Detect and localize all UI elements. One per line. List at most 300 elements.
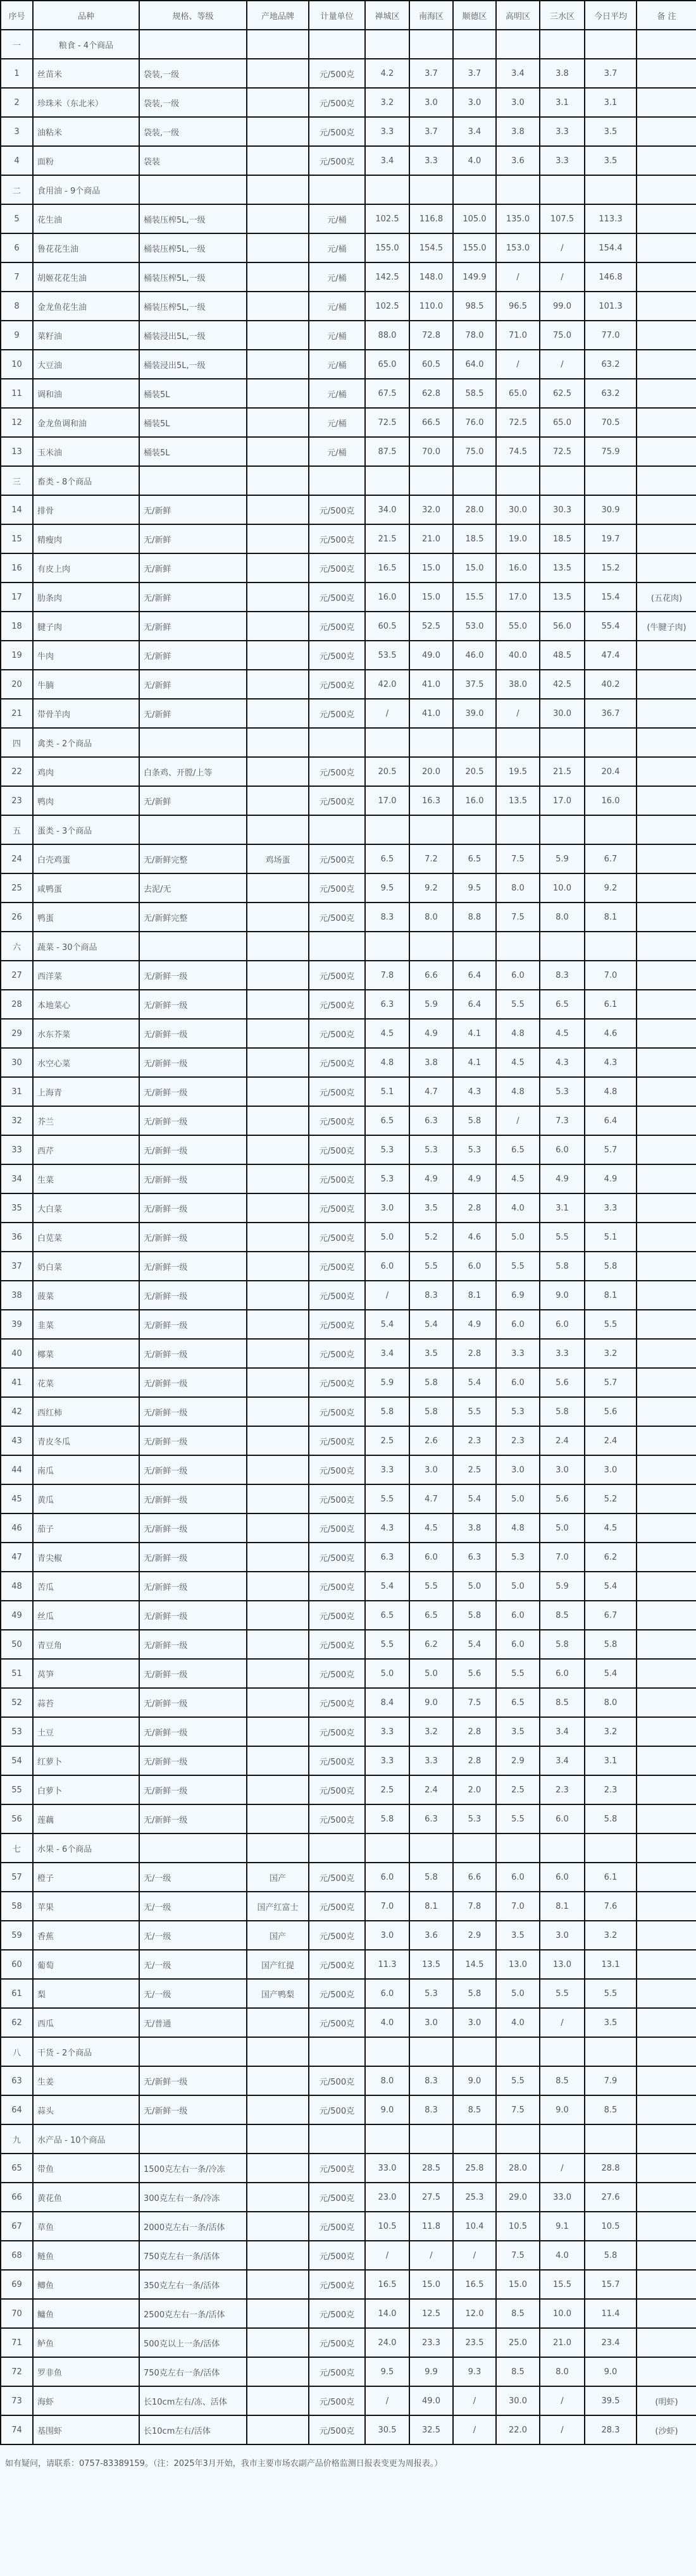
col-remark-cell <box>637 1368 696 1397</box>
col-average-cell: 4.3 <box>585 1048 637 1077</box>
table-row <box>1 262 696 292</box>
col-remark-cell <box>637 1281 696 1310</box>
col-unit-cell: 元/500克 <box>309 990 365 1019</box>
col-index-cell: 46 <box>1 1513 33 1543</box>
col-index-cell: 70 <box>1 2299 33 2328</box>
col-sanshui-cell: 5.8 <box>540 1630 585 1659</box>
col-chancheng-cell: 5.8 <box>365 1804 409 1833</box>
col-remark-cell <box>637 670 696 699</box>
col-average-cell: 8.1 <box>585 1281 637 1310</box>
category-row <box>1 1833 696 1863</box>
col-average-cell: 23.4 <box>585 2328 637 2357</box>
col-gaoming-cell: 6.5 <box>496 1135 540 1164</box>
col-brand-cell <box>247 1106 309 1135</box>
col-spec-cell: 袋装 <box>139 146 247 175</box>
col-average-cell: 11.4 <box>585 2299 637 2328</box>
category-title: 干货 - 2个商品 <box>33 2037 139 2066</box>
col-shunde-cell: 5.6 <box>453 1659 496 1688</box>
col-nanhai-cell: 49.0 <box>409 2386 453 2415</box>
col-gaoming-cell: 5.5 <box>496 990 540 1019</box>
col-gaoming-cell: 4.8 <box>496 1077 540 1106</box>
col-spec-cell: 无/新鲜一级 <box>139 1688 247 1717</box>
table-row <box>1 2386 696 2415</box>
col-spec-cell: 无/新鲜一级 <box>139 2095 247 2124</box>
col-variety-cell: 白萝卜 <box>33 1775 139 1804</box>
col-nanhai-cell: 5.2 <box>409 1223 453 1252</box>
col-index-cell: 33 <box>1 1135 33 1164</box>
col-sanshui-cell: 5.3 <box>540 1077 585 1106</box>
col-average-cell: 3.2 <box>585 1717 637 1746</box>
col-brand-cell <box>247 1193 309 1223</box>
table-row <box>1 1281 696 1310</box>
col-remark-cell <box>637 961 696 990</box>
col-gaoming-cell: 55.0 <box>496 612 540 641</box>
table-row <box>1 1513 696 1543</box>
col-index-cell: 30 <box>1 1048 33 1077</box>
col-spec-cell: 无/新鲜 <box>139 699 247 728</box>
col-gaoming-cell: 4.8 <box>496 1019 540 1048</box>
col-variety-cell: 西芹 <box>33 1135 139 1164</box>
col-sanshui-cell: 65.0 <box>540 408 585 437</box>
col-sanshui-cell: 13.5 <box>540 553 585 582</box>
col-index-cell: 13 <box>1 437 33 466</box>
col-nanhai-cell: 5.3 <box>409 1979 453 2008</box>
empty-cell <box>409 728 453 757</box>
category-title: 蛋类 - 3个商品 <box>33 815 139 844</box>
col-unit-cell: 元/500克 <box>309 2066 365 2095</box>
col-unit-cell: 元/500克 <box>309 1339 365 1368</box>
empty-cell <box>585 815 637 844</box>
col-chancheng-cell: 14.0 <box>365 2299 409 2328</box>
empty-cell <box>139 2037 247 2066</box>
empty-cell <box>139 932 247 961</box>
col-spec-cell: 无/新鲜一级 <box>139 961 247 990</box>
col-brand-cell <box>247 1804 309 1833</box>
col-chancheng-cell: 6.5 <box>365 1106 409 1135</box>
col-average-cell: 5.8 <box>585 1252 637 1281</box>
col-nanhai-cell: 8.3 <box>409 1281 453 1310</box>
table-row <box>1 1135 696 1164</box>
col-variety-cell: 黄瓜 <box>33 1484 139 1513</box>
col-index-cell: 24 <box>1 844 33 873</box>
col-remark-cell <box>637 292 696 321</box>
col-chancheng-cell: 3.3 <box>365 1717 409 1746</box>
col-variety-cell: 咸鸭蛋 <box>33 873 139 903</box>
col-remark-cell <box>637 873 696 903</box>
col-sanshui-cell: 8.1 <box>540 1892 585 1921</box>
col-variety-cell: 水东芥菜 <box>33 1019 139 1048</box>
col-chancheng-cell: 3.0 <box>365 1193 409 1223</box>
col-index-cell: 60 <box>1 1950 33 1979</box>
col-nanhai-cell: 6.5 <box>409 1601 453 1630</box>
col-variety-cell: 水空心菜 <box>33 1048 139 1077</box>
col-variety-cell: 红萝卜 <box>33 1746 139 1775</box>
col-brand-cell <box>247 1746 309 1775</box>
col-average-cell: 3.2 <box>585 1339 637 1368</box>
col-index-cell: 8 <box>1 292 33 321</box>
col-brand-cell: 国产红提 <box>247 1950 309 1979</box>
col-nanhai-cell: 8.1 <box>409 1892 453 1921</box>
col-sanshui-cell: 17.0 <box>540 786 585 815</box>
col-unit-cell: 元/500克 <box>309 1892 365 1921</box>
col-variety-cell: 带骨羊肉 <box>33 699 139 728</box>
col-remark-cell: (牛腱子肉) <box>637 612 696 641</box>
col-unit-header: 计量单位 <box>309 1 365 30</box>
col-nanhai-cell: 5.8 <box>409 1863 453 1892</box>
col-remark-cell <box>637 2357 696 2386</box>
col-remark-cell <box>637 553 696 582</box>
col-shunde-cell: 53.0 <box>453 612 496 641</box>
col-remark-cell <box>637 321 696 350</box>
col-nanhai-cell: 70.0 <box>409 437 453 466</box>
col-sanshui-cell: 5.5 <box>540 1979 585 2008</box>
col-remark-cell <box>637 757 696 786</box>
col-spec-cell: 无/新鲜一级 <box>139 1717 247 1746</box>
col-brand-cell <box>247 1397 309 1426</box>
col-variety-cell: 南瓜 <box>33 1455 139 1484</box>
col-average-cell: 55.4 <box>585 612 637 641</box>
col-chancheng-cell: 5.5 <box>365 1484 409 1513</box>
col-remark-cell <box>637 146 696 175</box>
col-spec-cell: 无/新鲜完整 <box>139 903 247 932</box>
col-shunde-cell: 5.3 <box>453 1135 496 1164</box>
col-spec-cell: 无/新鲜一级 <box>139 1339 247 1368</box>
col-spec-cell: 300克左右一条/冷冻 <box>139 2183 247 2212</box>
table-row <box>1 1630 696 1659</box>
col-brand-cell <box>247 1659 309 1688</box>
col-brand-cell <box>247 1164 309 1193</box>
col-gaoming-cell: / <box>496 699 540 728</box>
col-nanhai-cell: 6.3 <box>409 1804 453 1833</box>
col-spec-cell: 无/新鲜一级 <box>139 1368 247 1397</box>
col-average-cell: 146.8 <box>585 262 637 292</box>
col-index-cell: 17 <box>1 582 33 612</box>
col-remark-cell <box>637 903 696 932</box>
col-unit-cell: 元/500克 <box>309 2386 365 2415</box>
col-variety-cell: 草鱼 <box>33 2212 139 2241</box>
col-shunde-cell: 4.3 <box>453 1077 496 1106</box>
table-row <box>1 1077 696 1106</box>
col-sanshui-cell: 6.5 <box>540 990 585 1019</box>
col-nanhai-cell: 8.3 <box>409 2095 453 2124</box>
col-variety-cell: 海虾 <box>33 2386 139 2415</box>
col-index-cell: 61 <box>1 1979 33 2008</box>
col-spec-cell: 无/新鲜 <box>139 612 247 641</box>
col-gaoming-cell: 5.3 <box>496 1397 540 1426</box>
col-remark-cell <box>637 1775 696 1804</box>
col-variety-cell: 鲫鱼 <box>33 2270 139 2299</box>
col-brand-cell <box>247 2299 309 2328</box>
col-index-cell: 52 <box>1 1688 33 1717</box>
col-spec-header: 规格、等级 <box>139 1 247 30</box>
table-row <box>1 1193 696 1223</box>
table-row <box>1 1252 696 1281</box>
table-row <box>1 1659 696 1688</box>
category-row <box>1 728 696 757</box>
col-gaoming-cell: 71.0 <box>496 321 540 350</box>
col-spec-cell: 去泥/无 <box>139 873 247 903</box>
empty-cell <box>309 30 365 59</box>
col-variety-cell: 西洋菜 <box>33 961 139 990</box>
col-average-cell: 5.8 <box>585 1804 637 1833</box>
col-average-cell: 5.8 <box>585 1630 637 1659</box>
col-unit-cell: 元/桶 <box>309 350 365 379</box>
col-gaoming-cell: 3.0 <box>496 88 540 117</box>
col-average-cell: 3.0 <box>585 1455 637 1484</box>
col-sanshui-cell: 72.5 <box>540 437 585 466</box>
col-brand-cell <box>247 2357 309 2386</box>
col-unit-cell: 元/500克 <box>309 641 365 670</box>
table-row <box>1 1164 696 1193</box>
empty-cell <box>496 728 540 757</box>
col-brand-cell <box>247 437 309 466</box>
col-remark-cell <box>637 437 696 466</box>
col-index-cell: 18 <box>1 612 33 641</box>
category-row <box>1 2124 696 2154</box>
table-row <box>1 2299 696 2328</box>
col-shunde-cell: 4.9 <box>453 1310 496 1339</box>
table-row <box>1 495 696 524</box>
col-index-cell: 50 <box>1 1630 33 1659</box>
empty-cell <box>365 466 409 495</box>
col-average-cell: 27.6 <box>585 2183 637 2212</box>
col-spec-cell: 无/一级 <box>139 1892 247 1921</box>
col-nanhai-cell: 49.0 <box>409 641 453 670</box>
col-remark-cell <box>637 1979 696 2008</box>
col-index-cell: 31 <box>1 1077 33 1106</box>
col-gaoming-cell: 5.5 <box>496 1659 540 1688</box>
col-chancheng-cell: 5.8 <box>365 1397 409 1426</box>
col-variety-cell: 香蕉 <box>33 1921 139 1950</box>
col-unit-cell: 元/500克 <box>309 1979 365 2008</box>
empty-cell <box>309 932 365 961</box>
col-chancheng-cell: 2.5 <box>365 1426 409 1455</box>
col-brand-cell <box>247 2008 309 2037</box>
col-index-cell: 45 <box>1 1484 33 1513</box>
col-average-cell: 6.7 <box>585 1601 637 1630</box>
col-brand-cell <box>247 204 309 233</box>
col-nanhai-cell: 9.2 <box>409 873 453 903</box>
col-brand-cell <box>247 2183 309 2212</box>
col-average-cell: 3.7 <box>585 59 637 88</box>
col-spec-cell: 无/新鲜一级 <box>139 1048 247 1077</box>
col-shunde-cell: 3.0 <box>453 2008 496 2037</box>
col-unit-cell: 元/500克 <box>309 1426 365 1455</box>
category-row <box>1 932 696 961</box>
col-nanhai-cell: 3.0 <box>409 88 453 117</box>
col-shunde-cell: 2.8 <box>453 1339 496 1368</box>
col-average-cell: 16.0 <box>585 786 637 815</box>
col-variety-cell: 白壳鸡蛋 <box>33 844 139 873</box>
col-variety-cell: 肋条肉 <box>33 582 139 612</box>
col-variety-cell: 芥兰 <box>33 1106 139 1135</box>
empty-cell <box>637 815 696 844</box>
col-gaoming-cell: 4.5 <box>496 1164 540 1193</box>
col-spec-cell: 无/新鲜一级 <box>139 1659 247 1688</box>
col-index-cell: 47 <box>1 1543 33 1572</box>
col-nanhai-cell: 52.5 <box>409 612 453 641</box>
col-spec-cell: 无/新鲜一级 <box>139 1775 247 1804</box>
empty-cell <box>540 466 585 495</box>
col-sanshui-cell: 107.5 <box>540 204 585 233</box>
col-chancheng-cell: 8.0 <box>365 2066 409 2095</box>
col-variety-cell: 奶白菜 <box>33 1252 139 1281</box>
col-spec-cell: 袋装,一级 <box>139 59 247 88</box>
col-gaoming-header: 高明区 <box>496 1 540 30</box>
col-brand-cell <box>247 233 309 262</box>
empty-cell <box>496 815 540 844</box>
col-brand-cell <box>247 1601 309 1630</box>
col-sanshui-cell: 5.9 <box>540 1572 585 1601</box>
col-nanhai-cell: 5.8 <box>409 1368 453 1397</box>
col-shunde-cell: 98.5 <box>453 292 496 321</box>
col-unit-cell: 元/500克 <box>309 1601 365 1630</box>
col-average-cell: 70.5 <box>585 408 637 437</box>
col-sanshui-cell: 3.3 <box>540 117 585 146</box>
empty-cell <box>139 175 247 204</box>
col-unit-cell: 元/500克 <box>309 1223 365 1252</box>
col-nanhai-cell: 3.8 <box>409 1048 453 1077</box>
col-shunde-cell: / <box>453 2415 496 2444</box>
col-sanshui-cell: 30.3 <box>540 495 585 524</box>
col-nanhai-cell: 20.0 <box>409 757 453 786</box>
col-unit-cell: 元/500克 <box>309 495 365 524</box>
table-row <box>1 2154 696 2183</box>
empty-cell <box>585 2037 637 2066</box>
category-number: 五 <box>1 815 33 844</box>
col-brand-cell <box>247 408 309 437</box>
col-brand-cell <box>247 786 309 815</box>
col-spec-cell: 桶装压榨5L,一级 <box>139 262 247 292</box>
col-index-cell: 40 <box>1 1339 33 1368</box>
col-shunde-cell: 75.0 <box>453 437 496 466</box>
col-variety-cell: 莲藕 <box>33 1804 139 1833</box>
col-chancheng-cell: 4.2 <box>365 59 409 88</box>
col-brand-cell <box>247 350 309 379</box>
table-row <box>1 1310 696 1339</box>
col-variety-cell: 精瘦肉 <box>33 524 139 553</box>
col-variety-cell: 鲈鱼 <box>33 2328 139 2357</box>
table-row <box>1 88 696 117</box>
col-spec-cell: 1500克左右一条/冷冻 <box>139 2154 247 2183</box>
col-brand-cell <box>247 2154 309 2183</box>
col-variety-cell: 花菜 <box>33 1368 139 1397</box>
col-brand-cell <box>247 88 309 117</box>
col-sanshui-cell: 42.5 <box>540 670 585 699</box>
col-spec-cell: 无/新鲜一级 <box>139 1310 247 1339</box>
col-sanshui-cell: 18.5 <box>540 524 585 553</box>
col-average-cell: 5.1 <box>585 1223 637 1252</box>
col-shunde-cell: 6.6 <box>453 1863 496 1892</box>
col-chancheng-cell: 5.0 <box>365 1223 409 1252</box>
col-average-cell: 4.5 <box>585 1513 637 1543</box>
col-chancheng-cell: 3.0 <box>365 1921 409 1950</box>
empty-cell <box>409 932 453 961</box>
col-sanshui-cell: 5.6 <box>540 1484 585 1513</box>
col-index-cell: 54 <box>1 1746 33 1775</box>
col-chancheng-cell: 3.3 <box>365 117 409 146</box>
col-unit-cell: 元/500克 <box>309 1921 365 1950</box>
col-index-cell: 44 <box>1 1455 33 1484</box>
col-brand-cell <box>247 524 309 553</box>
col-unit-cell: 元/500克 <box>309 1950 365 1979</box>
col-variety-cell: 蒜头 <box>33 2095 139 2124</box>
col-gaoming-cell: 15.0 <box>496 2270 540 2299</box>
col-index-header: 序号 <box>1 1 33 30</box>
col-shunde-cell: 2.5 <box>453 1455 496 1484</box>
col-variety-cell: 土豆 <box>33 1717 139 1746</box>
col-sanshui-cell: 15.5 <box>540 2270 585 2299</box>
col-index-cell: 32 <box>1 1106 33 1135</box>
empty-cell <box>585 466 637 495</box>
col-variety-cell: 西红柿 <box>33 1397 139 1426</box>
col-shunde-cell: 6.0 <box>453 1252 496 1281</box>
col-average-cell: 28.3 <box>585 2415 637 2444</box>
col-average-cell: 2.3 <box>585 1775 637 1804</box>
col-unit-cell: 元/桶 <box>309 233 365 262</box>
col-shunde-cell: 3.7 <box>453 59 496 88</box>
empty-cell <box>409 2124 453 2154</box>
col-remark-header: 备 注 <box>637 1 696 30</box>
col-chancheng-cell: 5.5 <box>365 1630 409 1659</box>
col-index-cell: 26 <box>1 903 33 932</box>
col-gaoming-cell: 8.5 <box>496 2357 540 2386</box>
col-variety-cell: 珍珠米（东北米） <box>33 88 139 117</box>
col-nanhai-cell: 3.5 <box>409 1339 453 1368</box>
col-unit-cell: 元/500克 <box>309 1019 365 1048</box>
col-nanhai-cell: 27.5 <box>409 2183 453 2212</box>
col-brand-cell <box>247 641 309 670</box>
col-index-cell: 3 <box>1 117 33 146</box>
col-sanshui-cell: 8.0 <box>540 903 585 932</box>
col-variety-cell: 丝苗米 <box>33 59 139 88</box>
table-row <box>1 1746 696 1775</box>
col-brand-cell <box>247 582 309 612</box>
empty-cell <box>309 815 365 844</box>
empty-cell <box>309 466 365 495</box>
col-sanshui-cell: 3.3 <box>540 146 585 175</box>
col-chancheng-cell: 88.0 <box>365 321 409 350</box>
table-row <box>1 699 696 728</box>
col-shunde-cell: 15.0 <box>453 553 496 582</box>
col-gaoming-cell: 135.0 <box>496 204 540 233</box>
col-sanshui-cell: 9.1 <box>540 2212 585 2241</box>
col-spec-cell: 桶装浸出5L,一级 <box>139 350 247 379</box>
col-shunde-cell: 2.8 <box>453 1717 496 1746</box>
col-remark-cell <box>637 1921 696 1950</box>
col-sanshui-cell: 48.5 <box>540 641 585 670</box>
col-gaoming-cell: 6.0 <box>496 1863 540 1892</box>
col-brand-cell <box>247 2270 309 2299</box>
empty-cell <box>540 175 585 204</box>
col-nanhai-cell: 5.0 <box>409 1659 453 1688</box>
col-sanshui-cell: 56.0 <box>540 612 585 641</box>
col-spec-cell: 无/新鲜 <box>139 495 247 524</box>
col-remark-cell <box>637 1630 696 1659</box>
col-remark-cell <box>637 350 696 379</box>
col-gaoming-cell: 40.0 <box>496 641 540 670</box>
col-sanshui-cell: 4.3 <box>540 1048 585 1077</box>
col-spec-cell: 750克左右一条/活体 <box>139 2357 247 2386</box>
col-average-cell: 8.1 <box>585 903 637 932</box>
empty-cell <box>139 30 247 59</box>
col-average-cell: 4.6 <box>585 1019 637 1048</box>
empty-cell <box>365 2124 409 2154</box>
col-shunde-cell: 5.4 <box>453 1368 496 1397</box>
empty-cell <box>585 2124 637 2154</box>
col-nanhai-cell: 5.5 <box>409 1572 453 1601</box>
col-brand-cell <box>247 2095 309 2124</box>
